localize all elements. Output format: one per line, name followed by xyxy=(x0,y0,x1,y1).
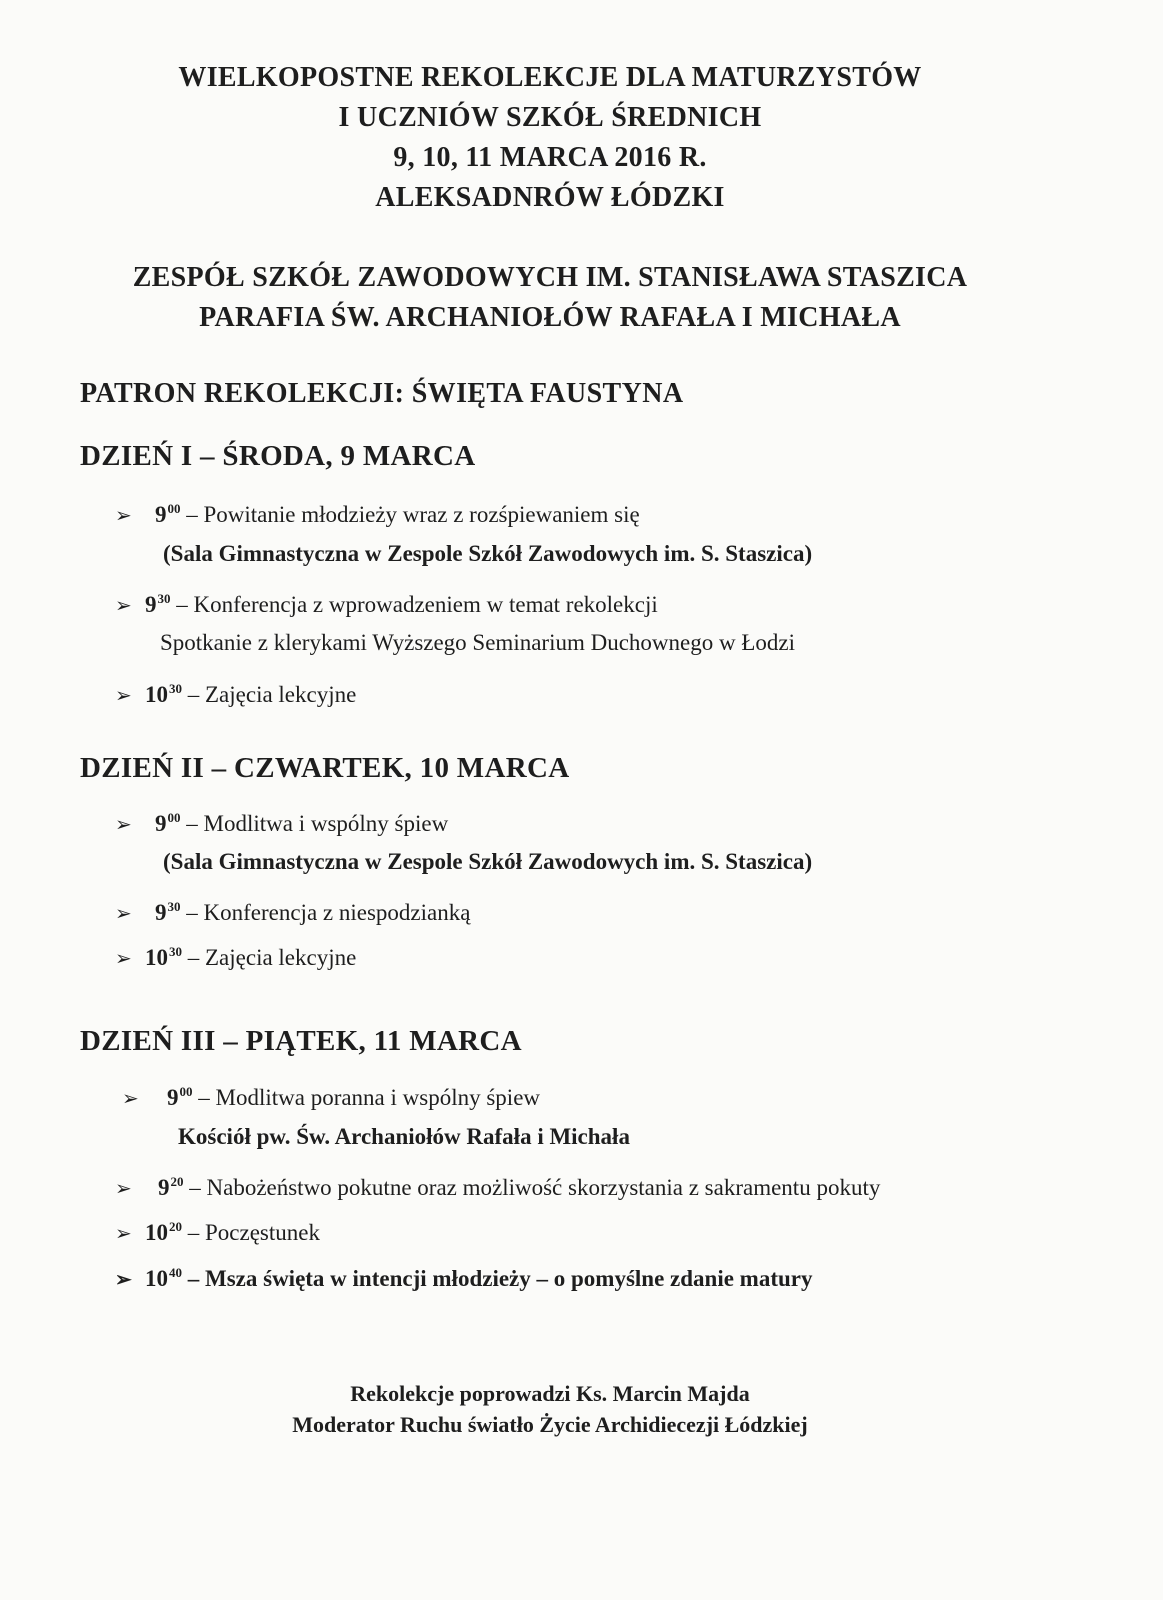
time: $9^{00}$ xyxy=(167,1084,193,1110)
item-text: – Zajęcia lekcyjne xyxy=(182,945,357,970)
title-line: I UCZNIÓW SZKÓŁ ŚREDNICH xyxy=(338,102,762,133)
day-heading: DZIEŃ III – PIĄTEK, 11 MARCA xyxy=(80,1025,522,1057)
schedule-item xyxy=(115,1212,320,1249)
header-block xyxy=(0,58,1100,218)
organizer-school: ZESPÓŁ SZKÓŁ ZAWODOWYCH IM. STANISŁAWA STASZICA xyxy=(132,262,968,293)
arrow-bullet-icon: ➢ xyxy=(115,1223,132,1245)
title-line: 9, 10, 11 MARCA 2016 R. xyxy=(393,142,707,173)
time: $9^{30}$ xyxy=(155,899,181,925)
item-note: Spotkanie z klerykami Wyższego Seminarium Duchownego w Łodzi xyxy=(160,630,796,655)
item-text: – Powitanie młodzieży wraz z rozśpiewaniem się xyxy=(180,502,640,527)
organizer-parish: PARAFIA ŚW. ARCHANIOŁÓW RAFAŁA I MICHAŁA xyxy=(199,302,901,333)
time: $9^{30}$ xyxy=(145,591,171,617)
arrow-bullet-icon: ➢ xyxy=(115,505,132,527)
time: $9^{00}$ xyxy=(155,810,181,836)
schedule-item xyxy=(115,803,448,840)
item-text: – Modlitwa i wspólny śpiew xyxy=(180,811,449,836)
arrow-bullet-icon: ➢ xyxy=(115,903,132,925)
item-text: – Nabożeństwo pokutne oraz możliwość skorzystania z sakramentu pokuty xyxy=(183,1175,881,1200)
time: $9^{20}$ xyxy=(158,1174,184,1200)
schedule-item xyxy=(115,674,356,711)
footer-role: Moderator Ruchu światło Życie Archidiecezji Łódzkiej xyxy=(292,1412,808,1437)
item-text: – Poczęstunek xyxy=(182,1220,320,1245)
arrow-bullet-icon: ➢ xyxy=(115,1178,132,1200)
arrow-bullet-icon: ➢ xyxy=(115,595,132,617)
title-line: ALEKSADNRÓW ŁÓDZKI xyxy=(375,182,725,213)
arrow-bullet-icon: ➢ xyxy=(115,948,132,970)
time: $10^{40}$ xyxy=(145,1265,182,1291)
footer-block xyxy=(0,1378,1100,1440)
schedule-item xyxy=(122,1077,540,1114)
time: $10^{30}$ xyxy=(145,681,182,707)
schedule-item xyxy=(115,584,658,621)
item-note: Kościół pw. Św. Archaniołów Rafała i Michała xyxy=(178,1124,630,1149)
time: $9^{00}$ xyxy=(155,501,181,527)
schedule-item xyxy=(115,1167,880,1204)
footer-leader: Rekolekcje poprowadzi Ks. Marcin Majda xyxy=(350,1381,750,1406)
schedule-item xyxy=(115,937,356,974)
item-note: (Sala Gimnastyczna w Zespole Szkół Zawodowych im. S. Staszica) xyxy=(163,541,813,566)
day-heading: DZIEŃ II – CZWARTEK, 10 MARCA xyxy=(80,752,570,784)
day-heading: DZIEŃ I – ŚRODA, 9 MARCA xyxy=(80,440,476,472)
arrow-bullet-icon: ➢ xyxy=(115,814,132,836)
schedule-item xyxy=(115,892,470,929)
item-note: (Sala Gimnastyczna w Zespole Szkół Zawodowych im. S. Staszica) xyxy=(163,849,813,874)
item-text: – Msza święta w intencji młodzieży – o pomyślne zdanie matury xyxy=(182,1266,813,1291)
item-text: – Modlitwa poranna i wspólny śpiew xyxy=(192,1085,541,1110)
patron-heading: PATRON REKOLEKCJI: ŚWIĘTA FAUSTYNA xyxy=(80,378,684,409)
title-line: WIELKOPOSTNE REKOLEKCJE DLA MATURZYSTÓW xyxy=(178,62,922,93)
item-text: – Konferencja z wprowadzeniem w temat rekolekcji xyxy=(170,592,658,617)
arrow-bullet-icon: ➢ xyxy=(115,1269,132,1291)
time: $10^{20}$ xyxy=(145,1219,182,1245)
time: $10^{30}$ xyxy=(145,944,182,970)
arrow-bullet-icon: ➢ xyxy=(122,1088,139,1110)
arrow-bullet-icon: ➢ xyxy=(115,685,132,707)
item-text: – Konferencja z niespodzianką xyxy=(180,900,471,925)
item-text: – Zajęcia lekcyjne xyxy=(182,682,357,707)
organizers-block xyxy=(0,258,1100,338)
schedule-item xyxy=(115,1258,813,1295)
schedule-item xyxy=(115,494,640,531)
